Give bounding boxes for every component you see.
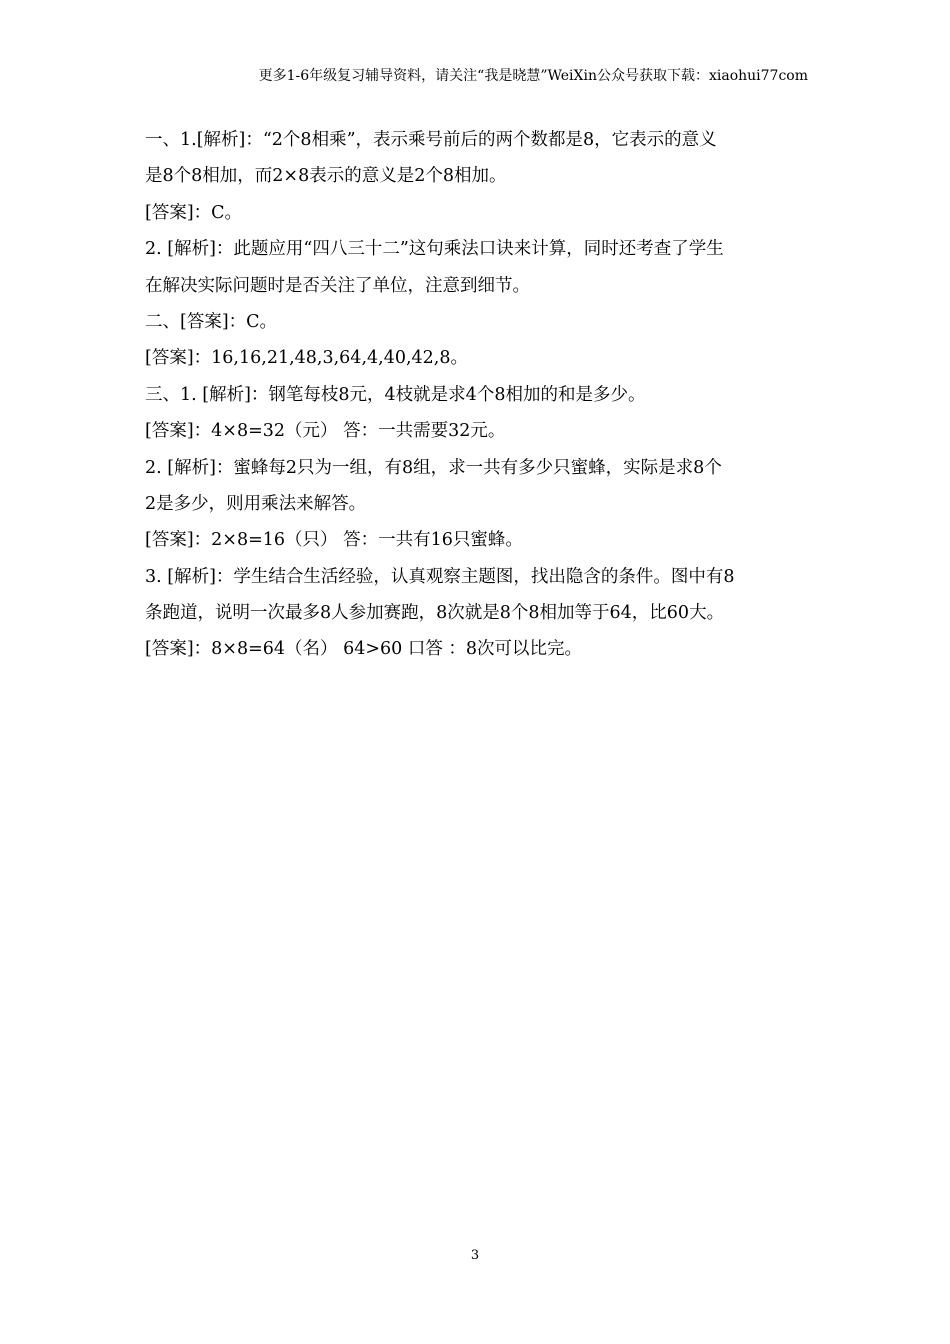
text-line: 2. [解析]：此题应用“四八三十二”这句乘法口诀来计算，同时还考查了学生 — [145, 239, 724, 260]
text-line: 在解决实际问题时是否关注了单位，注意到细节。 — [145, 275, 530, 296]
text-line: [答案]：C。 — [145, 202, 243, 223]
page-number: 3 — [470, 1248, 480, 1263]
text-line: 2是多少，则用乘法来解答。 — [145, 493, 367, 514]
text-line: 一、1.[解析]：“2个8相乘”，表示乘号前后的两个数都是8，它表示的意义 — [145, 130, 717, 150]
text-line: 条跑道，说明一次最多8人参加赛跑，8次就是8个8相加等于64，比60大。 — [145, 603, 725, 624]
text-line: 三、1. [解析]：钢笔每枝8元，4枝就是求4个8相加的和是多少。 — [145, 384, 646, 405]
page-header: 更多1-6年级复习辅导资料，请关注“我是晓慧”WeiXin公众号获取下载：xiaohui77com — [258, 68, 808, 84]
text-line: 2. [解析]：蜜蜂每2只为一组，有8组，求一共有多少只蜜蜂，实际是求8个 — [145, 457, 722, 478]
text-line: [答案]：4×8=32（元） 答：一共需要32元。 — [145, 421, 506, 442]
text-line: [答案]：8×8=64（名） 64>60 口答 ：8次可以比完。 — [145, 639, 583, 660]
text-line: 二、[答案]：C。 — [145, 311, 278, 332]
text-line: [答案]：2×8=16（只） 答：一共有16只蜜蜂。 — [145, 530, 523, 551]
answer-content — [145, 122, 815, 668]
text-line: [答案]：16,16,21,48,3,64,4,40,42,8。 — [145, 348, 468, 369]
text-line: 3. [解析]：学生结合生活经验，认真观察主题图，找出隐含的条件。图中有8 — [145, 566, 735, 587]
text-line: 是8个8相加，而2×8表示的意义是2个8相加。 — [145, 166, 507, 187]
